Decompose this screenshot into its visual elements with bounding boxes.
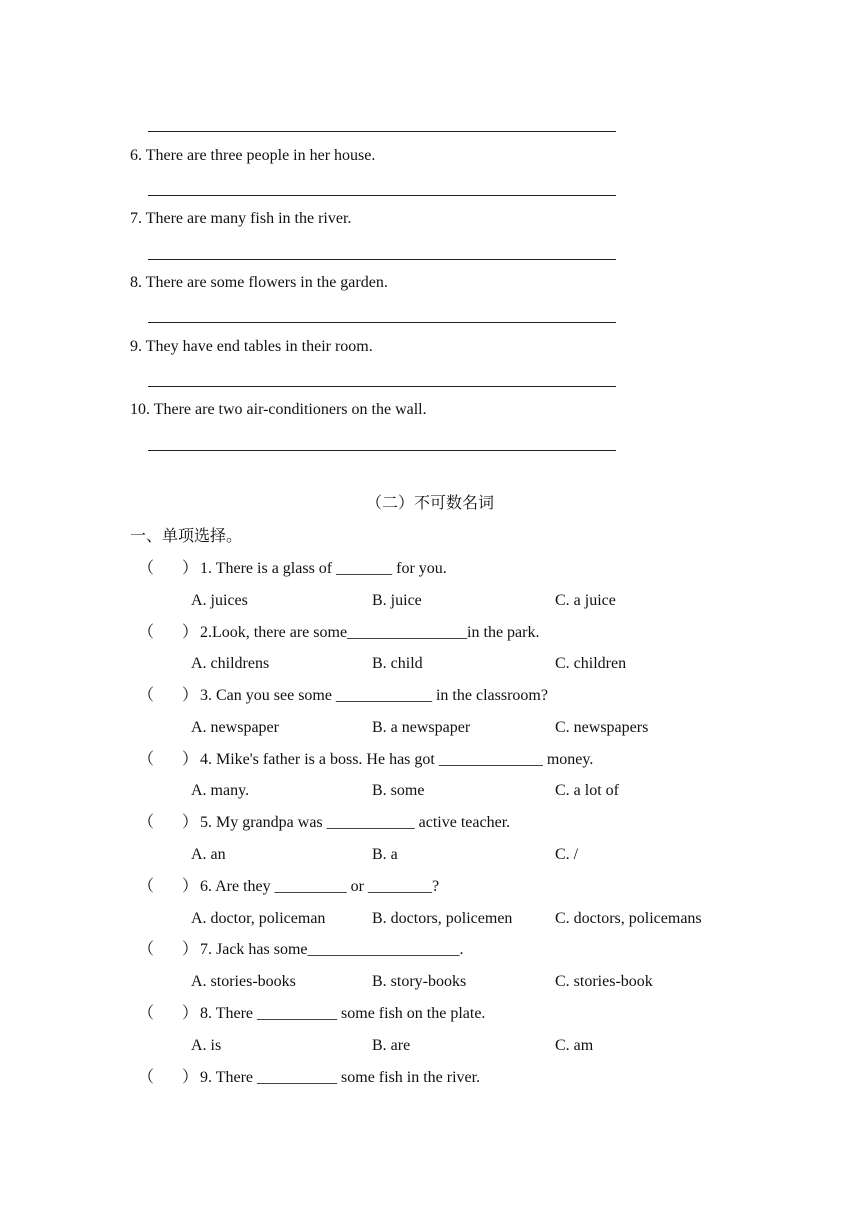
option-a: A. doctor, policeman (191, 910, 326, 927)
answer-paren-close: ） (182, 814, 199, 831)
answer-paren-close: ） (182, 687, 199, 704)
option-a: A. juices (191, 592, 248, 609)
rewrite-item-7: 7. There are many fish in the river. (130, 210, 352, 227)
answer-paren-open: （ (138, 941, 155, 958)
answer-paren-close: ） (182, 941, 199, 958)
option-c: C. stories-book (555, 973, 653, 990)
rewrite-item-8: 8. There are some flowers in the garden. (130, 274, 388, 291)
option-c: C. a juice (555, 592, 616, 609)
question-stem-3: 3. Can you see some ____________ in the classroom? (200, 687, 548, 704)
question-stem-8: 8. There __________ some fish on the plate. (200, 1005, 486, 1022)
option-c: C. a lot of (555, 782, 619, 799)
answer-line-8[interactable] (148, 322, 616, 323)
option-a: A. newspaper (191, 719, 279, 736)
question-stem-2: 2.Look, there are some_______________in the park. (200, 624, 540, 641)
rewrite-item-6: 6. There are three people in her house. (130, 147, 376, 164)
option-b: B. juice (372, 592, 422, 609)
option-c: C. children (555, 655, 627, 672)
option-b: B. are (372, 1037, 411, 1054)
answer-paren-open: （ (138, 1005, 155, 1022)
question-stem-5: 5. My grandpa was ___________ active teacher. (200, 814, 511, 831)
option-a: A. many. (191, 782, 250, 799)
question-stem-6: 6. Are they _________ or ________? (200, 878, 440, 895)
option-c: C. / (555, 846, 579, 863)
section-title: （二）不可数名词 (366, 495, 495, 512)
section-subtitle: 一、单项选择。 (130, 528, 243, 545)
answer-paren-open: （ (138, 814, 155, 831)
option-a: A. is (191, 1037, 222, 1054)
rewrite-item-10: 10. There are two air-conditioners on the wall. (130, 401, 427, 418)
answer-paren-open: （ (138, 560, 155, 577)
answer-paren-open: （ (138, 878, 155, 895)
question-stem-4: 4. Mike's father is a boss. He has got _____________ money. (200, 751, 594, 768)
option-b: B. a newspaper (372, 719, 471, 736)
option-a: A. an (191, 846, 226, 863)
answer-paren-close: ） (182, 878, 199, 895)
answer-paren-close: ） (182, 751, 199, 768)
answer-line-9[interactable] (148, 386, 616, 387)
answer-line-7[interactable] (148, 259, 616, 260)
option-b: B. story-books (372, 973, 467, 990)
option-b: B. child (372, 655, 423, 672)
rewrite-item-9: 9. They have end tables in their room. (130, 338, 373, 355)
answer-paren-close: ） (182, 624, 199, 641)
question-stem-7: 7. Jack has some___________________. (200, 941, 464, 958)
answer-paren-close: ） (182, 560, 199, 577)
question-stem-9: 9. There __________ some fish in the river. (200, 1069, 481, 1086)
option-b: B. some (372, 782, 425, 799)
answer-line-6[interactable] (148, 195, 616, 196)
answer-line-10[interactable] (148, 450, 616, 451)
option-c: C. doctors, policemans (555, 910, 702, 927)
option-b: B. a (372, 846, 398, 863)
option-c: C. newspapers (555, 719, 649, 736)
answer-line-5[interactable] (148, 131, 616, 132)
answer-paren-close: ） (182, 1005, 199, 1022)
answer-paren-open: （ (138, 1069, 155, 1086)
option-c: C. am (555, 1037, 594, 1054)
option-a: A. stories-books (191, 973, 296, 990)
answer-paren-open: （ (138, 687, 155, 704)
answer-paren-close: ） (182, 1069, 199, 1086)
answer-paren-open: （ (138, 624, 155, 641)
option-a: A. childrens (191, 655, 270, 672)
option-b: B. doctors, policemen (372, 910, 513, 927)
question-stem-1: 1. There is a glass of _______ for you. (200, 560, 447, 577)
answer-paren-open: （ (138, 751, 155, 768)
